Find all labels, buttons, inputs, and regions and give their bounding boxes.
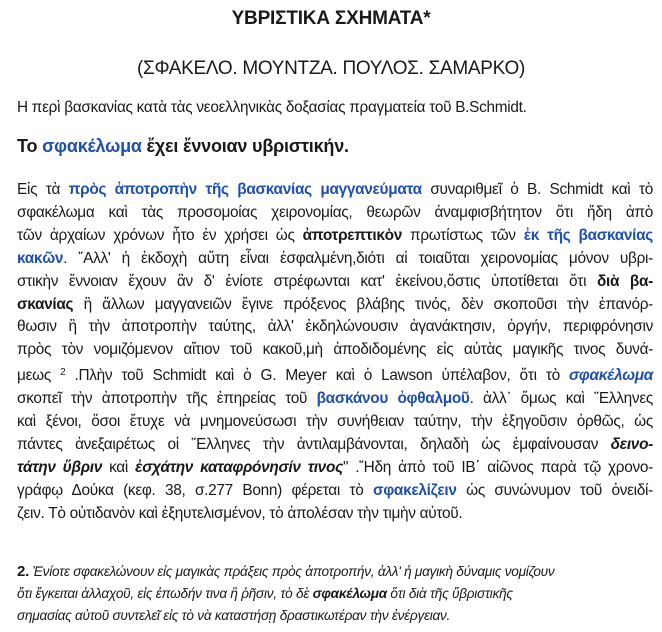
highlight-phrase: σφακελίζειν bbox=[372, 481, 457, 499]
body-line-14 bbox=[17, 480, 653, 503]
highlight-phrase: ἐκ τῆς βασκανίας bbox=[523, 226, 653, 244]
heading-highlight: σφακέλωμα bbox=[42, 136, 142, 156]
body-line-15: ζειν. Τὸ οὐτιδανὸν καὶ ἐξηυτελισμένον, τὸ ἀπολέσαν τὴν τιμὴν αὐτοῦ. bbox=[17, 504, 463, 522]
body-line-3 bbox=[17, 225, 653, 248]
bold-italic-term: δεινο- bbox=[610, 435, 653, 453]
bold-term: διὰ βα- bbox=[596, 272, 653, 290]
body-line-1 bbox=[17, 179, 653, 202]
body-line-10 bbox=[17, 388, 653, 411]
footnote-line-1 bbox=[17, 561, 637, 583]
text: καὶ bbox=[102, 458, 136, 476]
heading-post: ἔχει ἔννοιαν υβριστικήν. bbox=[141, 136, 349, 156]
highlight-phrase: βασκάνου ὀφθαλμοῦ bbox=[316, 390, 470, 408]
text: πάντες ἀνεξαιρέτως οἱ ῞Ελληνες τὴν ἀντιλαμβάνονται, δηλαδὴ ὡς ἐμφαίνουσαν bbox=[17, 435, 611, 453]
body-line-11: καὶ ξένοι, ὅσοι ἔτυχε νὰ μνημονεύσωσι τὴν συνήθειαν ταύτην, τὴν ἐξηγοῦσιν ὀρθῶς, ὡς bbox=[17, 413, 653, 431]
document-subtitle: (ΣΦΑΚΕΛΟ. ΜΟΥΝΤΖΑ. ΠΟΥΛΟΣ. ΣΑΜΑΡΚΟ) bbox=[137, 58, 525, 79]
text: ἢ ἄλλων μαγγανειῶν ἔγινε πρόξενος βλάβης τινός, δὲν σκοποῦσι τὴν ἐπανόρ- bbox=[73, 295, 653, 313]
text: Εἰς τὰ bbox=[17, 181, 69, 198]
intro-line: Η περὶ βασκανίας κατὰ τὰς νεοελληνικὰς δοξασίας πραγματεία τοῦ B.Schmidt. bbox=[17, 99, 527, 116]
text: μεως bbox=[17, 367, 61, 385]
bold-term: σκανίας bbox=[17, 295, 74, 313]
footnote-line-3: σημασίας αὐτοῦ συντελεῖ εἰς τὸ νὰ καταστήσῃ δραστικωτέραν τὴν ἐνέργειαν. bbox=[17, 608, 451, 623]
text: . ῎Αλλ' ἡ ἐκδοχὴ αὔτη εἶναι ἐσφαλμένη,διότι αἱ τοιαῦται χειρονομίας μόνον υβρι- bbox=[63, 249, 653, 267]
body-line-13 bbox=[17, 457, 653, 480]
highlight-phrase: κακῶν bbox=[17, 249, 64, 267]
text: . ἀλλ᾽ ὅμως καὶ ῞Ελληνες bbox=[469, 390, 654, 408]
bold-italic-term: ἐσχάτην καταφρόνησίν τινος bbox=[135, 458, 343, 476]
text: πρωτίστως τῶν bbox=[401, 226, 524, 244]
highlight-phrase: σφακέλωμα bbox=[569, 367, 653, 385]
body-line-2: σφακέλωμα καὶ τὰς προσομοίας χειρονομίας, θεωρῶν ἀναμφισβήτητον ὅτι ἤδη ἀπὸ bbox=[17, 203, 653, 221]
text: .Πλὴν τοῦ Schmidt καὶ ὁ G. Meyer καὶ ὁ Lawson ὑπέλαβον, ὅτι τὸ bbox=[65, 367, 570, 385]
highlight-phrase: πρὸς ἀποτροπὴν τῆς βασκανίας μαγγανεύματα bbox=[68, 181, 422, 198]
body-line-12 bbox=[17, 434, 653, 457]
heading-pre: Το bbox=[17, 136, 43, 156]
footnote bbox=[17, 561, 637, 627]
text: " .Ἤδη ἀπὸ τοῦ ΙΒ΄ αἰῶνος παρὰ τῷ χρονο- bbox=[342, 458, 653, 476]
body-line-9 bbox=[17, 362, 653, 388]
body-paragraph bbox=[17, 179, 653, 526]
footnote-line-2 bbox=[17, 583, 637, 605]
bold-italic-term: τάτην ὕβριν bbox=[17, 458, 102, 476]
text: ὅτι ἔγκειται ἀλλαχοῦ, εἰς ἐπωδήν τινα ἢ ῥῆσιν, τὸ δὲ bbox=[17, 586, 313, 601]
bold-term: σφακέλωμα bbox=[312, 586, 387, 601]
bold-term: ἀποτρεπτικὸν bbox=[302, 226, 402, 244]
body-line-8: πρὸς τὸν νομιζόμενον αἴτιον τοῦ κακοῦ,μὴ ἀποδιδομένης εἰς αὐτὰς μαγικῆς τινος δυνά- bbox=[17, 341, 653, 359]
text: ὡς συνώνυμον τοῦ ὀνειδί- bbox=[456, 481, 653, 499]
text: ὅτι διὰ τῆς ὕβριστικῆς bbox=[386, 586, 513, 601]
text: συναριθμεῖ ὁ B. Schmidt καὶ τὸ bbox=[421, 181, 653, 198]
text: Ἐνίοτε σφακελώνουν εἰς μαγικὰς πράξεις πρὸς ἀποτροπήν, ἀλλ' ἡ μαγικὴ δύναμις νομίζουν bbox=[29, 564, 555, 579]
footnote-ref[interactable]: 2 bbox=[60, 367, 66, 379]
body-line-6 bbox=[17, 294, 653, 317]
footnote-number: 2. bbox=[17, 563, 30, 580]
text: γράφῳ Δούκα (κεφ. 38, σ.277 Bonn) φέρεται τὸ bbox=[17, 481, 373, 499]
section-heading bbox=[17, 136, 349, 157]
document-title: ΥΒΡΙΣΤΙΚΑ ΣΧΗΜΑΤΑ* bbox=[231, 8, 431, 29]
text: σκοπεῖ τὴν ἀποτροπὴν τῆς ἐπηρείας τοῦ bbox=[17, 390, 317, 408]
body-line-4 bbox=[17, 248, 653, 271]
body-line-5 bbox=[17, 271, 653, 294]
text: στικὴν ἔννοιαν ἔχουν ἂν δ' ἐνίοτε στρέφωνται κατ' ἐκείνου,ὅστις ὑποτίθεται ὅτι bbox=[17, 272, 597, 290]
text: τῶν ἀρχαίων χρόνων ἦτο ἐν χρήσει ὡς bbox=[17, 226, 303, 244]
body-line-7: θωσιν ἢ τὴν ἀποτροπὴν ταύτης, ἀλλ' ἐκδηλώνουσιν ἀγανάκτησιν, ὀργήν, περιφρόνησιν bbox=[17, 318, 653, 336]
